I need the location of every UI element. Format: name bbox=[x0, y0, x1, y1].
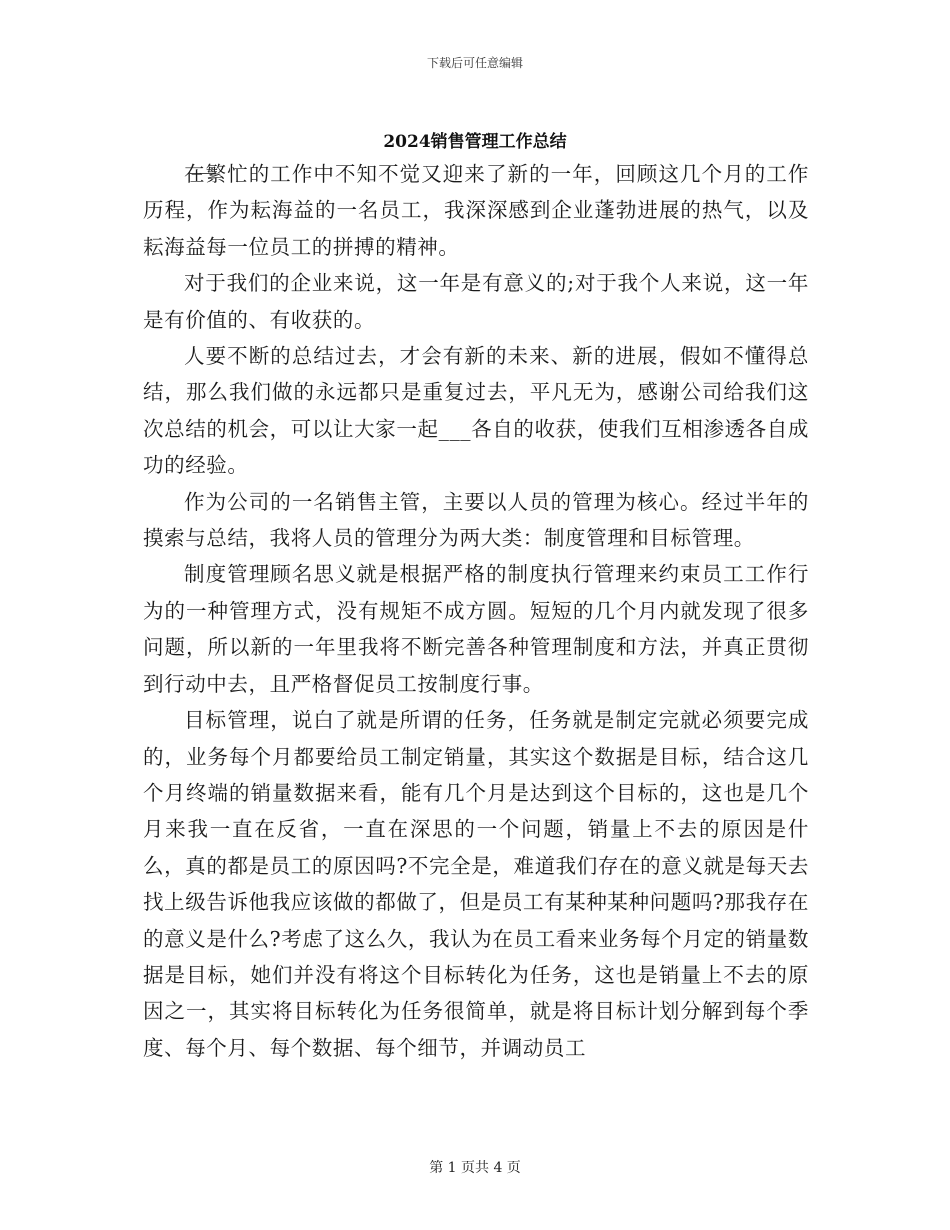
paragraph-6: 目标管理，说白了就是所谓的任务，任务就是制定完就必须要完成的，业务每个月都要给员工制定销量，其实这个数据是目标，结合这几个月终端的销量数据来看，能有几个月是达到这个目标的，这也是几个月来我一直在反省，一直在深思的一个问题，销量上不去的原因是什么，真的都是员工的原因吗?不完全是，难道我们存在的意义就是每天去找上级告诉他我应该做的都做了，但是员工有某种某种问题吗?那我存在的意义是什么?考虑了这么久，我认为在员工看来业务每个月定的销量数据是目标，她们并没有将这个目标转化为任务，这也是销量上不去的原因之一，其实将目标转化为任务很简单，就是将目标计划分解到每个季度、每个月、每个数据、每个细节，并调动员工 bbox=[143, 708, 809, 1060]
paragraph-3: 人要不断的总结过去，才会有新的未来、新的进展，假如不懂得总结，那么我们做的永远都只是重复过去，平凡无为，感谢公司给我们这次总结的机会，可以让大家一起___各自的收获，使我们互相渗透各自成功的经验。 bbox=[143, 344, 809, 478]
paragraph-1: 在繁忙的工作中不知不觉又迎来了新的一年，回顾这几个月的工作历程，作为耘海益的一名员工，我深深感到企业蓬勃进展的热气，以及耘海益每一位员工的拼搏的精神。 bbox=[143, 162, 809, 259]
document-title: 2024销售管理工作总结 bbox=[383, 132, 567, 153]
header-note: 下载后可任意编辑 bbox=[426, 56, 523, 70]
page-number-footer: 第 1 页共 4 页 bbox=[429, 1160, 521, 1176]
paragraph-4: 作为公司的一名销售主管，主要以人员的管理为核心。经过半年的摸索与总结，我将人员的管理分为两大类：制度管理和目标管理。 bbox=[143, 489, 809, 551]
paragraph-2: 对于我们的企业来说，这一年是有意义的;对于我个人来说，这一年是有价值的、有收获的。 bbox=[143, 271, 809, 332]
paragraph-5: 制度管理顾名思义就是根据严格的制度执行管理来约束员工工作行为的一种管理方式，没有规矩不成方圆。短短的几个月内就发现了很多问题，所以新的一年里我将不断完善各种管理制度和方法，并真正贯彻到行动中去，且严格督促员工按制度行事。 bbox=[143, 562, 809, 696]
document-body bbox=[143, 156, 809, 1066]
